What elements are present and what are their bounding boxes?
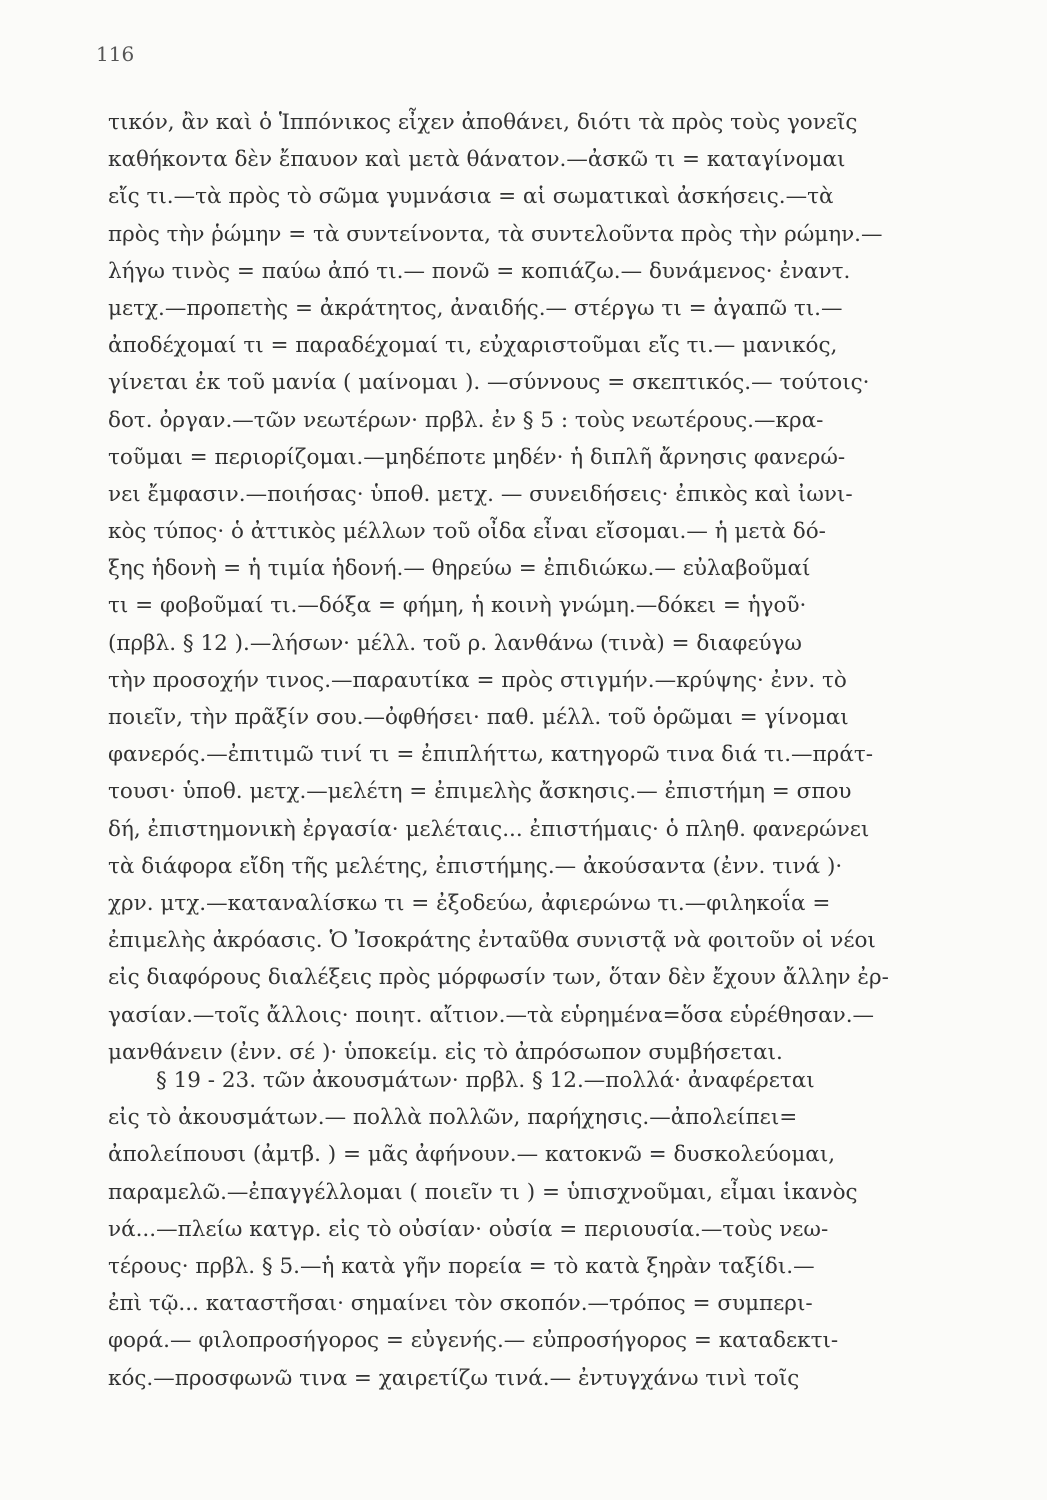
text-line: φορά.— φιλοπροσήγορος = εὐγενής.— εὐπροσήγορος = καταδεκτι- [108,1328,839,1354]
text-line: χρν. μτχ.—καταναλίσκω τι = ἐξοδεύω, ἀφιερώνω τι.—φιληκοΐα = [108,890,831,916]
text-line: δή, ἐπιστημονικὴ ἐργασία· μελέταις... ἐπιστήμαις· ὁ πληθ. φανερώνει [108,816,870,842]
text-line: μανθάνειν (ἐνν. σέ )· ὑποκείμ. εἰς τὸ ἀπρόσωπον συμβήσεται. [108,1039,783,1065]
text-line: τὰ διάφορα εἴδη τῆς μελέτης, ἐπιστήμης.— ἀκούσαντα (ἐνν. τινά )· [108,853,843,879]
text-line: γίνεται ἐκ τοῦ μανία ( μαίνομαι ). —σύννους = σκεπτικός.— τούτοις· [108,370,870,396]
text-line: τέρους· πρβλ. § 5.—ἡ κατὰ γῆν πορεία = τὸ κατὰ ξηρὰν ταξίδι.— [108,1253,815,1279]
text-line: νει ἔμφασιν.—ποιήσας· ὑποθ. μετχ. — συνειδήσεις· ἐπικὸς καὶ ἰωνι- [108,481,853,507]
text-line: παραμελῶ.—ἐπαγγέλλομαι ( ποιεῖν τι ) = ὑπισχνοῦμαι, εἶμαι ἱκανὸς [108,1179,858,1205]
text-line: καθήκοντα δὲν ἔπαυον καὶ μετὰ θάνατον.—ἀσκῶ τι = καταγίνομαι [108,147,846,173]
text-line: τὴν προσοχήν τινος.—παραυτίκα = πρὸς στιγμήν.—κρύψης· ἐνν. τὸ [108,667,847,693]
text-line: ἀπολείπουσι (ἀμτβ. ) = μᾶς ἀφήνουν.— κατοκνῶ = δυσκολεύομαι, [108,1142,836,1168]
text-line: τικόν, ἂν καὶ ὁ Ἱππόνικος εἶχεν ἀποθάνει, διότι τὰ πρὸς τοὺς γονεῖς [108,110,858,135]
text-line: § 19 - 23. τῶν ἀκουσμάτων· πρβλ. § 12.—πολλά· ἀναφέρεται [156,1068,815,1093]
text-line: ἐπιμελὴς ἀκρόασις. Ὁ Ἰσοκράτης ἐνταῦθα συνιστᾷ νὰ φοιτοῦν οἱ νέοι [108,928,876,954]
text-line: δοτ. ὀργαν.—τῶν νεωτέρων· πρβλ. ἐν § 5 : τοὺς νεωτέρους.—κρα- [108,407,824,433]
text-line: μετχ.—προπετὴς = ἀκράτητος, ἀναιδής.— στέργω τι = ἀγαπῶ τι.— [108,295,843,321]
text-line: ποιεῖν, τὴν πρᾶξίν σου.—ὀφθήσει· παθ. μέλλ. τοῦ ὁρῶμαι = γίνομαι [108,705,849,730]
text-line: φανερός.—ἐπιτιμῶ τινί τι = ἐπιπλήττω, κατηγορῶ τινα διά τι.—πράτ- [108,742,874,768]
text-line: ξης ἡδονὴ = ἡ τιμία ἡδονή.— θηρεύω = ἐπιδιώκω.— εὐλαβοῦμαί [108,556,811,582]
text-line: εἴς τι.—τὰ πρὸς τὸ σῶμα γυμνάσια = αἱ σωματικαὶ ἀσκήσεις.—τὰ [108,184,834,210]
text-line: ἐπὶ τῷ... καταστῆσαι· σημαίνει τὸν σκοπόν.—τρόπος = συμπερι- [108,1291,813,1317]
text-line: (πρβλ. § 12 ).—λήσων· μέλλ. τοῦ ρ. λανθάνω (τινὰ) = διαφεύγω [108,630,802,656]
text-line: πρὸς τὴν ῥώμην = τὰ συντείνοντα, τὰ συντελοῦντα πρὸς τὴν ρώμην.— [108,221,883,247]
text-line: τοῦμαι = περιορίζομαι.—μηδέποτε μηδέν· ἡ διπλῆ ἄρνησις φανερώ- [108,444,846,470]
text-line: γασίαν.—τοῖς ἄλλοις· ποιητ. αἴτιον.—τὰ εὑρημένα=ὅσα εὑρέθησαν.— [108,1002,875,1028]
text-line: νά...—πλείω κατγρ. εἰς τὸ οὐσίαν· οὐσία = περιουσία.—τοὺς νεω- [108,1216,829,1242]
commentary-paragraph-1 [108,104,958,1071]
text-line: λήγω τινὸς = παύω ἀπό τι.— πονῶ = κοπιάζω.— δυνάμενος· ἐναντ. [108,258,851,284]
text-line: εἰς τὸ ἀκουσμάτων.— πολλὰ πολλῶν, παρήχησις.—ἀπολείπει= [108,1105,798,1131]
text-line: τι = φοβοῦμαί τι.—δόξα = φήμη, ἡ κοινὴ γνώμη.—δόκει = ἡγοῦ· [108,593,807,619]
text-line: τουσι· ὑποθ. μετχ.—μελέτη = ἐπιμελὴς ἄσκησις.— ἐπιστήμη = σπου [108,779,852,805]
text-line: κός.—προσφωνῶ τινα = χαιρετίζω τινά.— ἐντυγχάνω τινὶ τοῖς [108,1365,800,1391]
commentary-paragraph-2 [108,1062,958,1397]
page-number: 116 [96,42,135,66]
text-line: ἀποδέχομαί τι = παραδέχομαί τι, εὐχαριστοῦμαι εἴς τι.— μανικός, [108,333,838,359]
text-line: εἰς διαφόρους διαλέξεις πρὸς μόρφωσίν των, ὅταν δὲν ἔχουν ἄλλην ἐρ- [108,965,889,991]
text-line: κὸς τύπος· ὁ ἀττικὸς μέλλων τοῦ οἶδα εἶναι εἴσομαι.— ἡ μετὰ δό- [108,519,826,545]
